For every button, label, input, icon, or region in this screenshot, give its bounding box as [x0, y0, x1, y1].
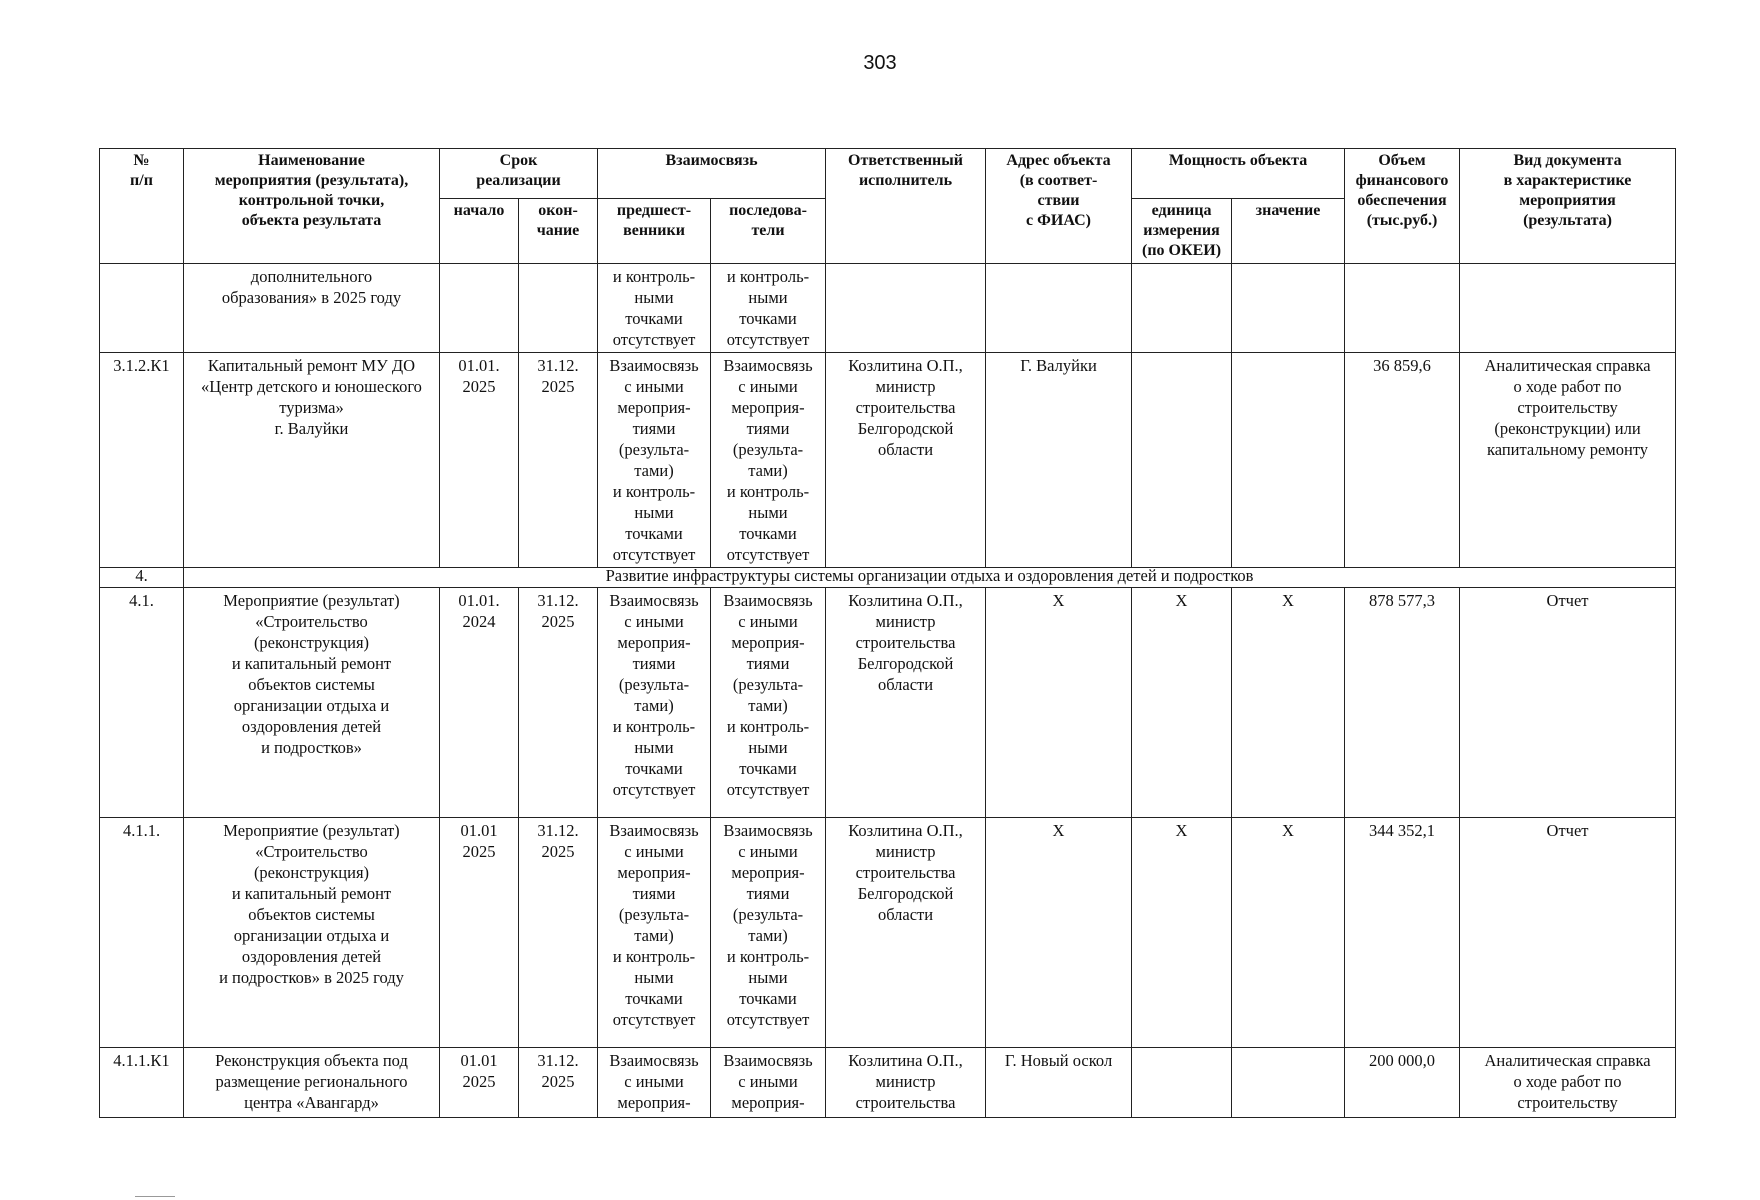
- row-successors: Взаимосвязь с иными мероприя-: [711, 1048, 826, 1118]
- header-link: Взаимосвязь: [598, 149, 826, 199]
- table-row: [100, 353, 1676, 568]
- header-name: Наименование мероприятия (результата), контрольной точки, объекта результата: [184, 149, 440, 264]
- row-address: Г. Новый оскол: [986, 1048, 1132, 1118]
- row-unit: [1132, 264, 1232, 353]
- header-address: Адрес объекта (в соответ- ствии с ФИАС): [986, 149, 1132, 264]
- page-number: 303: [863, 52, 897, 74]
- header-doc: Вид документа в характеристике мероприятия (результата): [1460, 149, 1676, 264]
- row-start: 01.01 2025: [440, 1048, 519, 1118]
- row-value: Х: [1232, 588, 1345, 818]
- program-table: [99, 148, 1676, 1118]
- row-predecessors: Взаимосвязь с иными мероприя- тиями (результа- тами) и контроль- ными точками отсутствует: [598, 353, 711, 568]
- row-name: Мероприятие (результат) «Строительство (реконструкция) и капитальный ремонт объектов системы организации отдыха и оздоровления детей и подростков»: [184, 588, 440, 818]
- row-name: Реконструкция объекта под размещение регионального центра «Авангард»: [184, 1048, 440, 1118]
- row-successors: Взаимосвязь с иными мероприя- тиями (результа- тами) и контроль- ными точками отсутствует: [711, 588, 826, 818]
- row-responsible: Козлитина О.П., министр строительства Белгородской области: [826, 588, 986, 818]
- table-row: [100, 818, 1676, 1048]
- row-predecessors: Взаимосвязь с иными мероприя- тиями (результа- тами) и контроль- ными точками отсутствует: [598, 818, 711, 1048]
- row-finance: 878 577,3: [1345, 588, 1460, 818]
- row-doc: Отчет: [1460, 588, 1676, 818]
- section-num: 4.: [100, 568, 184, 588]
- row-num: 4.1.1.: [100, 818, 184, 1048]
- row-responsible: Козлитина О.П., министр строительства: [826, 1048, 986, 1118]
- header-successors: последова- тели: [711, 199, 826, 264]
- row-end: 31.12. 2025: [519, 588, 598, 818]
- header-start: начало: [440, 199, 519, 264]
- row-unit: [1132, 1048, 1232, 1118]
- row-doc: Аналитическая справка о ходе работ по строительству: [1460, 1048, 1676, 1118]
- row-unit: [1132, 353, 1232, 568]
- row-address: Х: [986, 588, 1132, 818]
- row-value: [1232, 1048, 1345, 1118]
- row-responsible: [826, 264, 986, 353]
- header-predecessors: предшест- венники: [598, 199, 711, 264]
- row-end: 31.12. 2025: [519, 353, 598, 568]
- row-finance: 200 000,0: [1345, 1048, 1460, 1118]
- table-row: [100, 264, 1676, 353]
- row-doc: Аналитическая справка о ходе работ по строительству (реконструкции) или капитальному ремонту: [1460, 353, 1676, 568]
- row-num: 3.1.2.К1: [100, 353, 184, 568]
- row-start: 01.01 2025: [440, 818, 519, 1048]
- header-unit: единица измерения (по ОКЕИ): [1132, 199, 1232, 264]
- row-end: 31.12. 2025: [519, 818, 598, 1048]
- section-row: [100, 568, 1676, 588]
- row-end: 31.12. 2025: [519, 1048, 598, 1118]
- row-value: [1232, 264, 1345, 353]
- row-address: Г. Валуйки: [986, 353, 1132, 568]
- row-num: 4.1.1.К1: [100, 1048, 184, 1118]
- row-address: [986, 264, 1132, 353]
- header-term: Срок реализации: [440, 149, 598, 199]
- row-predecessors: и контроль- ными точками отсутствует: [598, 264, 711, 353]
- row-responsible: Козлитина О.П., министр строительства Белгородской области: [826, 353, 986, 568]
- row-successors: Взаимосвязь с иными мероприя- тиями (результа- тами) и контроль- ными точками отсутствует: [711, 818, 826, 1048]
- row-doc: Отчет: [1460, 818, 1676, 1048]
- row-start: [440, 264, 519, 353]
- row-name: Капитальный ремонт МУ ДО «Центр детского и юношеского туризма» г. Валуйки: [184, 353, 440, 568]
- row-start: 01.01. 2025: [440, 353, 519, 568]
- row-predecessors: Взаимосвязь с иными мероприя- тиями (результа- тами) и контроль- ными точками отсутствует: [598, 588, 711, 818]
- row-finance: 344 352,1: [1345, 818, 1460, 1048]
- row-responsible: Козлитина О.П., министр строительства Белгородской области: [826, 818, 986, 1048]
- table-row: [100, 588, 1676, 818]
- row-predecessors: Взаимосвязь с иными мероприя-: [598, 1048, 711, 1118]
- row-end: [519, 264, 598, 353]
- header-value: значение: [1232, 199, 1345, 264]
- row-address: Х: [986, 818, 1132, 1048]
- header-power: Мощность объекта: [1132, 149, 1345, 199]
- row-doc: [1460, 264, 1676, 353]
- row-name: Мероприятие (результат) «Строительство (реконструкция) и капитальный ремонт объектов системы организации отдыха и оздоровления детей и подростков» в 2025 году: [184, 818, 440, 1048]
- row-value: [1232, 353, 1345, 568]
- row-num: [100, 264, 184, 353]
- section-title: Развитие инфраструктуры системы организации отдыха и оздоровления детей и подростков: [184, 568, 1676, 588]
- row-finance: [1345, 264, 1460, 353]
- header-finance: Объем финансового обеспечения (тыс.руб.): [1345, 149, 1460, 264]
- row-name: дополнительного образования» в 2025 году: [184, 264, 440, 353]
- row-start: 01.01. 2024: [440, 588, 519, 818]
- row-successors: Взаимосвязь с иными мероприя- тиями (результа- тами) и контроль- ными точками отсутствует: [711, 353, 826, 568]
- table-row: [100, 1048, 1676, 1118]
- footnote-rule: [135, 1196, 175, 1197]
- row-successors: и контроль- ными точками отсутствует: [711, 264, 826, 353]
- row-unit: Х: [1132, 818, 1232, 1048]
- row-unit: Х: [1132, 588, 1232, 818]
- header-end: окон- чание: [519, 199, 598, 264]
- header-num: № п/п: [100, 149, 184, 264]
- row-finance: 36 859,6: [1345, 353, 1460, 568]
- row-value: Х: [1232, 818, 1345, 1048]
- header-responsible: Ответственный исполнитель: [826, 149, 986, 264]
- row-num: 4.1.: [100, 588, 184, 818]
